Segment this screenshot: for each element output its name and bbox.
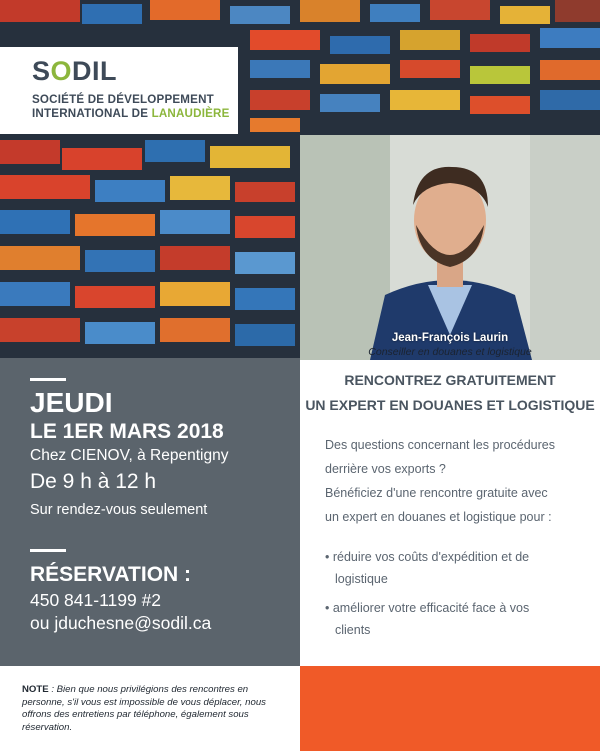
logo-subtitle-line1: SOCIÉTÉ DE DÉVELOPPEMENT bbox=[32, 93, 214, 106]
expert-name: Jean-François Laurin bbox=[391, 332, 509, 344]
expert-title: Conseiller en douanes et logistique bbox=[368, 346, 532, 358]
logo-wordmark: SODIL bbox=[32, 56, 118, 86]
event-day: JEUDI bbox=[30, 387, 113, 418]
note-text: : Bien que nous privilégions des rencontres en personne, s'il vous est impossible de vous déplacer, nous offrons des entretiens par téléphone, également sous réservation. bbox=[22, 684, 266, 733]
bullet-item: • réduire vos coûts d'expédition et de bbox=[325, 550, 530, 564]
expert-portrait bbox=[300, 135, 600, 360]
appointment-note: Sur rendez-vous seulement bbox=[30, 502, 208, 518]
note-label: NOTE bbox=[22, 684, 49, 695]
event-date: LE 1ER MARS 2018 bbox=[30, 420, 224, 443]
orange-accent-block bbox=[300, 666, 600, 751]
bullet-item-continued: clients bbox=[335, 623, 371, 637]
event-place: Chez CIENOV, à Repentigny bbox=[30, 447, 229, 464]
reservation-title: RÉSERVATION : bbox=[30, 563, 192, 586]
body-text: derrière vos exports ? bbox=[325, 462, 446, 476]
divider bbox=[30, 378, 66, 381]
headline-line1: RENCONTREZ GRATUITEMENT bbox=[344, 372, 556, 388]
event-hours: De 9 h à 12 h bbox=[30, 470, 157, 493]
logo-subtitle-line2: INTERNATIONAL DE LANAUDIÈRE bbox=[32, 107, 230, 120]
footer-note bbox=[22, 684, 284, 734]
reservation-email[interactable]: ou jduchesne@sodil.ca bbox=[30, 613, 212, 633]
body-text: Bénéficiez d'une rencontre gratuite avec bbox=[325, 486, 548, 500]
bullet-item-continued: logistique bbox=[335, 572, 388, 586]
bullet-item: • améliorer votre efficacité face à vos bbox=[325, 601, 530, 615]
body-text: un expert en douanes et logistique pour : bbox=[325, 510, 552, 524]
reservation-phone[interactable]: 450 841-1199 #2 bbox=[30, 590, 162, 610]
divider bbox=[30, 549, 66, 552]
headline-line2: UN EXPERT EN DOUANES ET LOGISTIQUE bbox=[305, 397, 595, 413]
body-text: Des questions concernant les procédures bbox=[325, 438, 555, 452]
